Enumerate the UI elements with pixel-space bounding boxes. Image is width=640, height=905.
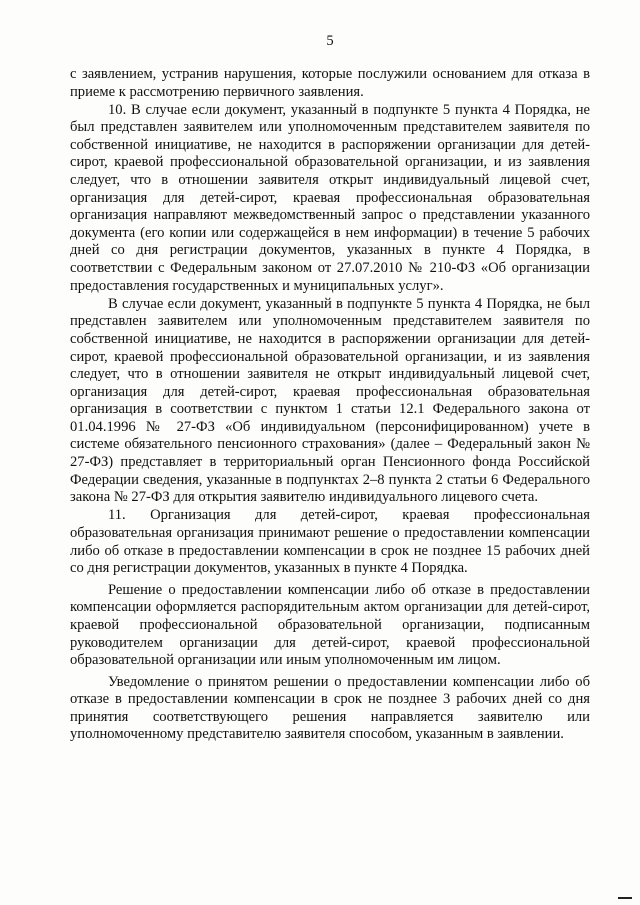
paragraph-notification: Уведомление о принятом решении о предоставлении компенсации либо об отказе в предоставлении компенсации в срок не позднее 3 рабочих дней со дня принятия соответствующего решения направляется заявителю или уполномоченному представителю заявителя способом, указанным в заявлении. bbox=[70, 673, 590, 743]
paragraph-continuation: с заявлением, устранив нарушения, которые послужили основанием для отказа в приеме к рассмотрению первичного заявления. bbox=[70, 66, 590, 100]
paragraph-decision: Решение о предоставлении компенсации либо об отказе в предоставлении компенсации оформляется распорядительным актом организации для детей-сирот, краевой профессиональной образовательной организации, подписанным руководителем организации для детей-сирот, краевой профессиональной образовательной организации или иным уполномоченным им лицом. bbox=[70, 581, 590, 669]
corner-mark bbox=[618, 887, 632, 899]
document-body bbox=[70, 66, 590, 744]
page-number: 5 bbox=[326, 33, 334, 49]
paragraph-item-11: 11. Организация для детей-сирот, краевая профессиональная образовательная организация принимают решение о предоставлении компенсации либо об отказе в предоставлении компенсации в срок не позднее 15 рабочих дней со дня регистрации документов, указанных в пункте 4 Порядка. bbox=[70, 507, 590, 577]
paragraph-item-10-second: В случае если документ, указанный в подпункте 5 пункта 4 Порядка, не был представлен заявителем или уполномоченным представителем заявителя по собственной инициативе, не находится в распоряжении организации для детей-сирот, краевой профессиональной образовательной организации, и из заявления следует, что в отношении заявителя не открыт индивидуальный лицевой счет, организация для детей-сирот, краевая профессиональная образовательная организация в соответствии с пунктом 1 статьи 12.1 Федерального закона от 01.04.1996 № 27-ФЗ «Об индивидуальном (персонифицированном) учете в системе обязательного пенсионного страхования» (далее – Федеральный закон № 27-ФЗ) представляет в территориальный орган Пенсионного фонда Российской Федерации сведения, указанные в подпунктах 2–8 пункта 2 статьи 6 Федерального закона № 27-ФЗ для открытия заявителю индивидуального лицевого счета. bbox=[70, 295, 590, 506]
paragraph-item-10: 10. В случае если документ, указанный в подпункте 5 пункта 4 Порядка, не был представлен заявителем или уполномоченным представителем заявителя по собственной инициативе, не находится в распоряжении организации для детей-сирот, краевой профессиональной образовательной организации, и из заявления следует, что в отношении заявителя открыт индивидуальный лицевой счет, организация для детей-сирот, краевая профессиональная образовательная организация направляют межведомственный запрос о представлении указанного документа (его копии или содержащейся в нем информации) в течение 5 рабочих дней со дня регистрации документов, указанных в пункте 4 Порядка, в соответствии с Федеральным законом от 27.07.2010 № 210-ФЗ «Об организации предоставления государственных и муниципальных услуг». bbox=[70, 101, 590, 294]
